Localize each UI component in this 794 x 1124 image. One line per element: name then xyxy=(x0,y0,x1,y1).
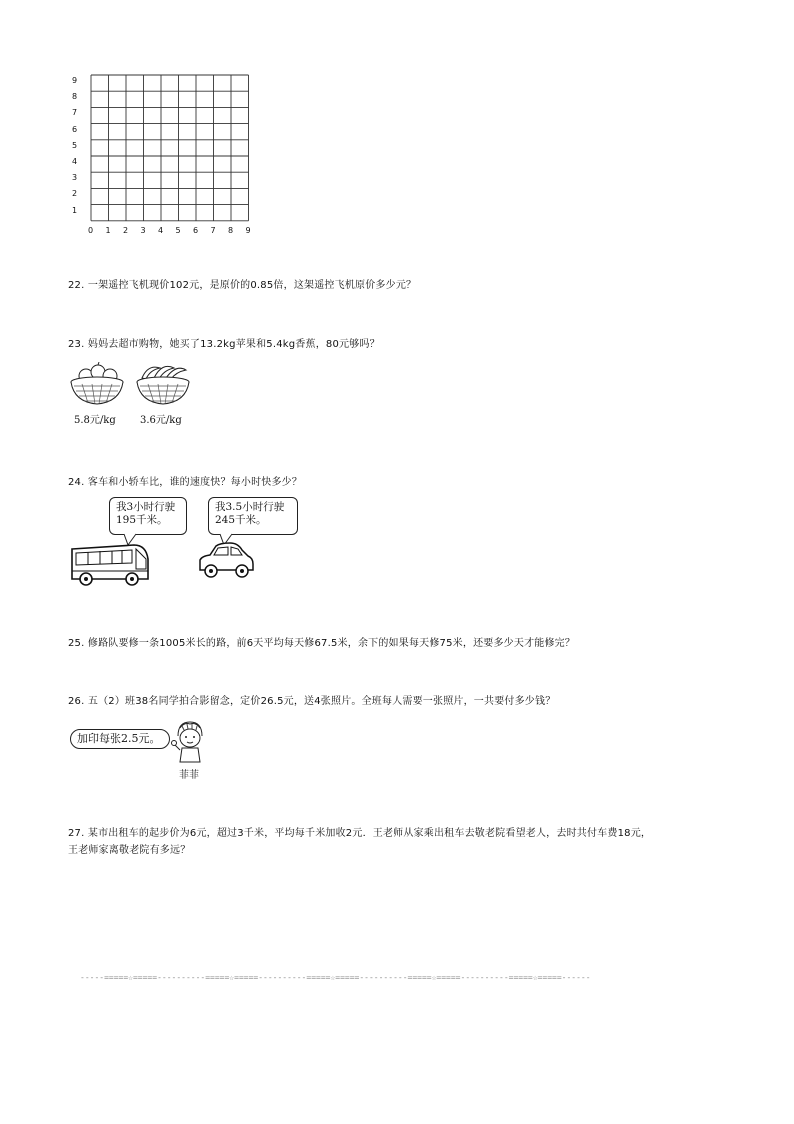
car-icon xyxy=(196,540,256,582)
x-axis-label: 0 xyxy=(88,226,94,235)
bus-bubble-line2: 195千米。 xyxy=(116,514,168,526)
banana-basket-illustration xyxy=(134,362,192,410)
girl-icon xyxy=(170,718,210,764)
question-26: 26. 五（2）班38名同学拍合影留念，定价26.5元，送4张照片。全班每人需要一张照片，一共要付多少钱？ xyxy=(68,696,556,707)
apple-basket-illustration xyxy=(68,362,126,410)
x-axis-label: 3 xyxy=(140,226,146,235)
question-23: 23. 妈妈去超市购物，她买了13.2kg苹果和5.4kg香蕉，80元够吗？ xyxy=(68,339,380,350)
bus-speech-bubble xyxy=(109,497,187,535)
y-axis-label: 7 xyxy=(72,108,78,118)
y-axis-label: 1 xyxy=(72,205,78,215)
y-axis-label: 2 xyxy=(72,189,78,199)
x-axis-label: 5 xyxy=(175,226,181,235)
x-axis-label: 7 xyxy=(210,226,216,235)
banana-basket-icon xyxy=(134,362,192,406)
x-axis-label: 1 xyxy=(105,226,111,235)
question-22: 22. 一架遥控飞机现价102元，是原价的0.85倍，这架遥控飞机原价多少元？ xyxy=(68,280,417,291)
apple-price: 5.8元/kg xyxy=(74,415,116,426)
bus-bubble-line1: 我3小时行驶 xyxy=(116,501,176,513)
reprint-speech-bubble: 加印每张2.5元。 xyxy=(70,729,170,749)
grid-svg xyxy=(60,68,260,238)
banana-price: 3.6元/kg xyxy=(140,415,182,426)
coordinate-grid xyxy=(60,68,260,238)
x-axis-label: 8 xyxy=(228,226,234,235)
y-axis-label: 5 xyxy=(72,140,78,150)
x-axis-label: 6 xyxy=(193,226,199,235)
car-bubble-line1: 我3.5小时行驶 xyxy=(215,501,285,513)
bus-icon xyxy=(68,541,152,587)
x-axis-label: 4 xyxy=(158,226,164,235)
apple-basket-icon xyxy=(68,362,126,406)
y-axis-label: 3 xyxy=(72,173,78,183)
question-25: 25. 修路队要修一条1005米长的路，前6天平均每天修67.5米，余下的如果每天修75米，还要多少天才能修完？ xyxy=(68,638,576,649)
girl-feifei-illustration xyxy=(170,718,210,768)
girl-name-label: 菲菲 xyxy=(179,770,199,781)
x-axis-label: 9 xyxy=(245,226,251,235)
car-speech-bubble xyxy=(208,497,298,535)
question-27-line2: 王老师家离敬老院有多远？ xyxy=(68,845,191,856)
question-24: 24. 客车和小轿车比，谁的速度快？每小时快多少？ xyxy=(68,477,303,488)
page-divider: -----=====☆=====----------=====☆=====----------=====☆=====----------=====☆=====----------=====☆=====------ xyxy=(80,973,591,982)
question-27-line1: 27. 某市出租车的起步价为6元，超过3千米，平均每千米加收2元．王老师从家乘出租车去敬老院看望老人，去时共付车费18元， xyxy=(68,828,652,839)
car-illustration xyxy=(196,540,256,586)
y-axis-label: 9 xyxy=(72,76,78,85)
bus-illustration xyxy=(68,541,152,591)
y-axis-label: 8 xyxy=(72,92,78,102)
x-axis-label: 2 xyxy=(123,226,129,235)
y-axis-label: 6 xyxy=(72,124,78,134)
car-bubble-line2: 245千米。 xyxy=(215,514,267,526)
y-axis-label: 4 xyxy=(72,157,78,166)
